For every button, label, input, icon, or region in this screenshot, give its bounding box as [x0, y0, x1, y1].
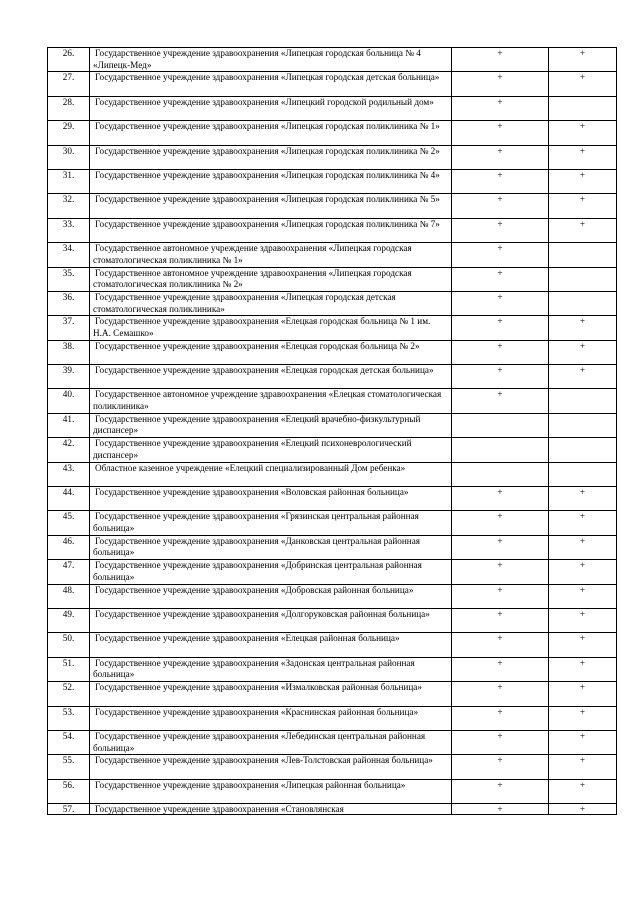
institution-name-cell: Государственное учреждение здравоохранения «Краснинская районная больница»	[90, 706, 452, 730]
mark-column-1-cell: +	[452, 804, 549, 815]
institution-name-cell: Государственное учреждение здравоохранения «Липецкая районная больница»	[90, 779, 452, 803]
row-number-cell: 52.	[48, 682, 90, 706]
table-row	[48, 413, 617, 437]
mark-column-2-cell: +	[549, 365, 617, 389]
table-row	[48, 462, 617, 486]
row-number-cell: 32.	[48, 194, 90, 218]
row-number-cell: 28.	[48, 96, 90, 120]
row-number-cell: 53.	[48, 706, 90, 730]
row-number-cell: 46.	[48, 535, 90, 559]
row-number-cell: 51.	[48, 657, 90, 681]
institution-name-cell: Государственное учреждение здравоохранения «Становлянская	[90, 804, 452, 815]
mark-column-1-cell: +	[452, 633, 549, 657]
row-number-cell: 37.	[48, 316, 90, 340]
table-row	[48, 657, 617, 681]
table-row	[48, 560, 617, 584]
institution-name-cell: Государственное учреждение здравоохранения «Липецкая городская поликлиника № 5»	[90, 194, 452, 218]
institution-name-cell: Государственное автономное учреждение здравоохранения «Липецкая городская стоматологическая поликлиника № 1»	[90, 243, 452, 267]
row-number-cell: 45.	[48, 511, 90, 535]
mark-column-1-cell: +	[452, 608, 549, 632]
table-row	[48, 96, 617, 120]
mark-column-1-cell	[452, 462, 549, 486]
institution-name-cell: Государственное учреждение здравоохранения «Лебединская центральная районная больница»	[90, 730, 452, 754]
table-row	[48, 243, 617, 267]
table-row	[48, 145, 617, 169]
mark-column-2-cell	[549, 243, 617, 267]
row-number-cell: 44.	[48, 487, 90, 511]
mark-column-1-cell: +	[452, 291, 549, 315]
table-body	[48, 48, 617, 815]
mark-column-1-cell: +	[452, 194, 549, 218]
mark-column-2-cell	[549, 438, 617, 462]
row-number-cell: 35.	[48, 267, 90, 291]
mark-column-1-cell: +	[452, 730, 549, 754]
table-row	[48, 535, 617, 559]
row-number-cell: 49.	[48, 608, 90, 632]
mark-column-2-cell	[549, 389, 617, 413]
mark-column-1-cell: +	[452, 682, 549, 706]
mark-column-1-cell: +	[452, 121, 549, 145]
mark-column-2-cell: +	[549, 145, 617, 169]
mark-column-2-cell	[549, 462, 617, 486]
mark-column-2-cell: +	[549, 316, 617, 340]
row-number-cell: 39.	[48, 365, 90, 389]
institution-name-cell: Государственное учреждение здравоохранения «Лев-Толстовская районная больница»	[90, 755, 452, 779]
table-row	[48, 584, 617, 608]
mark-column-2-cell: +	[549, 121, 617, 145]
row-number-cell: 33.	[48, 218, 90, 242]
row-number-cell: 48.	[48, 584, 90, 608]
institution-name-cell: Государственное учреждение здравоохранения «Липецкая городская поликлиника № 4»	[90, 169, 452, 193]
mark-column-1-cell: +	[452, 511, 549, 535]
row-number-cell: 50.	[48, 633, 90, 657]
mark-column-1-cell: +	[452, 755, 549, 779]
mark-column-2-cell: +	[549, 608, 617, 632]
mark-column-2-cell: +	[549, 72, 617, 96]
table-row	[48, 218, 617, 242]
mark-column-1-cell: +	[452, 535, 549, 559]
table-row	[48, 779, 617, 803]
row-number-cell: 40.	[48, 389, 90, 413]
mark-column-1-cell: +	[452, 340, 549, 364]
mark-column-2-cell: +	[549, 682, 617, 706]
table-row	[48, 511, 617, 535]
institution-name-cell: Государственное учреждение здравоохранения «Измалковская районная больница»	[90, 682, 452, 706]
table-row	[48, 267, 617, 291]
mark-column-2-cell: +	[549, 755, 617, 779]
row-number-cell: 26.	[48, 48, 90, 72]
mark-column-2-cell	[549, 413, 617, 437]
mark-column-1-cell: +	[452, 365, 549, 389]
table-row	[48, 706, 617, 730]
mark-column-2-cell: +	[549, 779, 617, 803]
row-number-cell: 43.	[48, 462, 90, 486]
institution-name-cell: Государственное учреждение здравоохранения «Липецкая городская детская больница»	[90, 72, 452, 96]
institution-name-cell: Государственное автономное учреждение здравоохранения «Липецкая городская стоматологическая поликлиника № 2»	[90, 267, 452, 291]
mark-column-1-cell: +	[452, 316, 549, 340]
row-number-cell: 27.	[48, 72, 90, 96]
table-row	[48, 48, 617, 72]
mark-column-1-cell: +	[452, 145, 549, 169]
mark-column-1-cell: +	[452, 487, 549, 511]
mark-column-1-cell: +	[452, 96, 549, 120]
row-number-cell: 29.	[48, 121, 90, 145]
row-number-cell: 56.	[48, 779, 90, 803]
table-row	[48, 340, 617, 364]
mark-column-1-cell: +	[452, 657, 549, 681]
institution-name-cell: Государственное учреждение здравоохранения «Липецкая городская поликлиника № 2»	[90, 145, 452, 169]
mark-column-2-cell	[549, 267, 617, 291]
mark-column-1-cell: +	[452, 267, 549, 291]
mark-column-1-cell: +	[452, 218, 549, 242]
row-number-cell: 38.	[48, 340, 90, 364]
mark-column-2-cell: +	[549, 218, 617, 242]
mark-column-2-cell: +	[549, 730, 617, 754]
institution-name-cell: Государственное учреждение здравоохранения «Елецкий врачебно-физкультурный диспансер»	[90, 413, 452, 437]
mark-column-1-cell: +	[452, 243, 549, 267]
mark-column-2-cell: +	[549, 194, 617, 218]
mark-column-1-cell: +	[452, 779, 549, 803]
mark-column-2-cell: +	[549, 340, 617, 364]
document-page	[47, 47, 607, 815]
medical-institutions-table	[47, 47, 617, 815]
institution-name-cell: Государственное учреждение здравоохранения «Воловская районная больница»	[90, 487, 452, 511]
table-row	[48, 755, 617, 779]
institution-name-cell: Государственное учреждение здравоохранения «Задонская центральная районная больница»	[90, 657, 452, 681]
mark-column-1-cell	[452, 438, 549, 462]
institution-name-cell: Государственное учреждение здравоохранения «Грязинская центральная районная больница»	[90, 511, 452, 535]
table-row	[48, 682, 617, 706]
mark-column-2-cell: +	[549, 706, 617, 730]
row-number-cell: 55.	[48, 755, 90, 779]
row-number-cell: 42.	[48, 438, 90, 462]
mark-column-1-cell: +	[452, 706, 549, 730]
mark-column-1-cell: +	[452, 48, 549, 72]
row-number-cell: 57.	[48, 804, 90, 815]
mark-column-2-cell: +	[549, 584, 617, 608]
institution-name-cell: Государственное учреждение здравоохранения «Добринская центральная районная больница»	[90, 560, 452, 584]
mark-column-2-cell: +	[549, 535, 617, 559]
institution-name-cell: Государственное учреждение здравоохранения «Липецкая городская детская стоматологическая поликлиника»	[90, 291, 452, 315]
row-number-cell: 30.	[48, 145, 90, 169]
institution-name-cell: Государственное учреждение здравоохранения «Добровская районная больница»	[90, 584, 452, 608]
row-number-cell: 31.	[48, 169, 90, 193]
row-number-cell: 54.	[48, 730, 90, 754]
table-row	[48, 608, 617, 632]
table-row	[48, 291, 617, 315]
institution-name-cell: Государственное учреждение здравоохранения «Долгоруковская районная больница»	[90, 608, 452, 632]
row-number-cell: 41.	[48, 413, 90, 437]
institution-name-cell: Государственное учреждение здравоохранения «Елецкая городская больница № 2»	[90, 340, 452, 364]
table-row	[48, 365, 617, 389]
table-row	[48, 487, 617, 511]
table-row	[48, 316, 617, 340]
institution-name-cell: Областное казенное учреждение «Елецкий специализированный Дом ребенка»	[90, 462, 452, 486]
table-row	[48, 121, 617, 145]
row-number-cell: 34.	[48, 243, 90, 267]
institution-name-cell: Государственное учреждение здравоохранения «Елецкий психоневрологический диспансер»	[90, 438, 452, 462]
row-number-cell: 36.	[48, 291, 90, 315]
mark-column-2-cell	[549, 96, 617, 120]
mark-column-1-cell	[452, 413, 549, 437]
mark-column-1-cell: +	[452, 584, 549, 608]
mark-column-2-cell: +	[549, 487, 617, 511]
institution-name-cell: Государственное учреждение здравоохранения «Елецкая городская детская больница»	[90, 365, 452, 389]
table-row	[48, 633, 617, 657]
institution-name-cell: Государственное учреждение здравоохранения «Данковская центральная районная больница»	[90, 535, 452, 559]
mark-column-2-cell: +	[549, 169, 617, 193]
mark-column-2-cell	[549, 291, 617, 315]
mark-column-2-cell: +	[549, 633, 617, 657]
institution-name-cell: Государственное автономное учреждение здравоохранения «Елецкая стоматологическая поликлиника»	[90, 389, 452, 413]
mark-column-1-cell: +	[452, 389, 549, 413]
institution-name-cell: Государственное учреждение здравоохранения «Липецкий городской родильный дом»	[90, 96, 452, 120]
mark-column-2-cell: +	[549, 804, 617, 815]
table-row	[48, 730, 617, 754]
institution-name-cell: Государственное учреждение здравоохранения «Липецкая городская больница № 4 «Липецк-Мед»	[90, 48, 452, 72]
table-row	[48, 169, 617, 193]
mark-column-2-cell: +	[549, 657, 617, 681]
table-row	[48, 804, 617, 815]
table-row	[48, 389, 617, 413]
mark-column-2-cell: +	[549, 48, 617, 72]
institution-name-cell: Государственное учреждение здравоохранения «Елецкая районная больница»	[90, 633, 452, 657]
institution-name-cell: Государственное учреждение здравоохранения «Елецкая городская больница № 1 им. Н.А. Семашко»	[90, 316, 452, 340]
institution-name-cell: Государственное учреждение здравоохранения «Липецкая городская поликлиника № 1»	[90, 121, 452, 145]
institution-name-cell: Государственное учреждение здравоохранения «Липецкая городская поликлиника № 7»	[90, 218, 452, 242]
mark-column-2-cell: +	[549, 511, 617, 535]
table-row	[48, 72, 617, 96]
row-number-cell: 47.	[48, 560, 90, 584]
mark-column-1-cell: +	[452, 72, 549, 96]
mark-column-1-cell: +	[452, 169, 549, 193]
table-row	[48, 194, 617, 218]
mark-column-2-cell: +	[549, 560, 617, 584]
mark-column-1-cell: +	[452, 560, 549, 584]
table-row	[48, 438, 617, 462]
